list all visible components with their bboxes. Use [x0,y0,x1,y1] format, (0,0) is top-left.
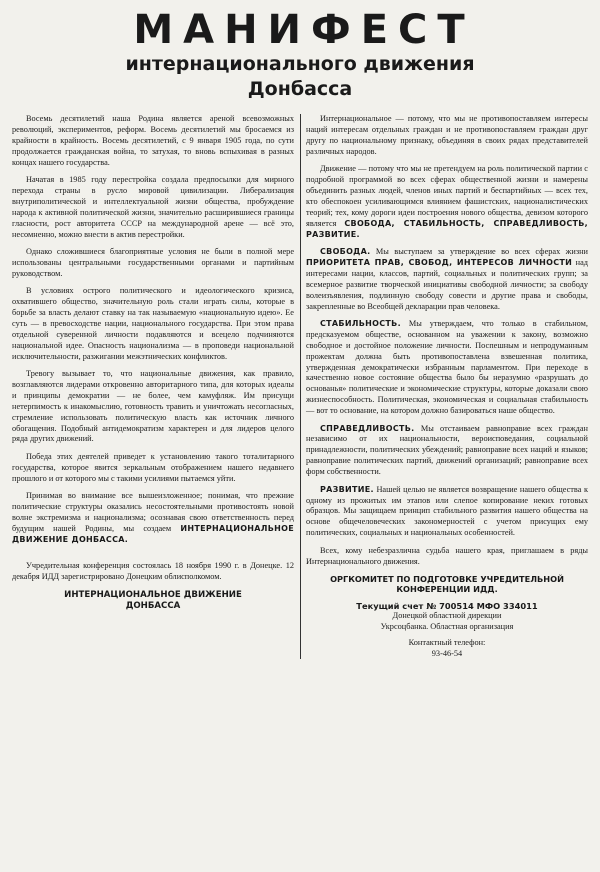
right-paragraph-justice [306,424,588,479]
freedom-text-b: над интересами нации, классов, партий, социальных и политических групп; за всемерное развитие творческой инициативы свободной личности; за свободу волеизъявления, подлинную свободу совести и другие права и свободы, закрепленные во Всеобщей декларации прав человека. [306,257,588,311]
phone-number: 93-46-54 [431,648,463,658]
signature-block [12,590,294,612]
conference-note: Учредительная конференция состоялась 18 ноября 1990 г. в Донецке. 12 декабря ИДД зарегистрировано Донецким облисполкомом. [12,560,294,581]
left-paragraph-3: Однако сложившиеся благоприятные условия не были в полной мере использованы центральными государственными органами и партийным руководством. [12,246,294,278]
contact-phone-block [306,638,588,659]
justice-heading: СПРАВЕДЛИВОСТЬ. [320,423,415,433]
right-paragraph-2-text: Движение — потому что мы не претендуем на роль политической партии с подробной программой во всех сферах общественной жизни и намерены объединить разных людей, членов иных партий и беспартийных — всех тех, кто обеспокоен усиливающимся влиянием фашистских, националистических теорий; тех, кому дороги идеи построения нового общества, девизом которого является [306,164,588,228]
text-columns [12,114,588,659]
freedom-heading: СВОБОДА. [320,246,371,256]
signature-line-2: ДОНБАССА [125,600,181,611]
freedom-text-a: Мы выступаем за утверждение во всех сферах жизни [375,246,588,256]
stability-heading: СТАБИЛЬНОСТЬ. [320,318,401,328]
phone-label: Контактный телефон: [408,638,486,648]
development-text: Нашей целью не является возвращение нашего общества к одному из прожитых им этапов или слепое копирование неких готовых образцов. Мы защищаем принцип стабильного развития нашего общества на основе общечеловеческих закономерностей с учетом присущих ему политических, социальных и национальных особенностей. [306,484,588,538]
left-footer [12,560,294,612]
justice-text: Мы отстаиваем равноправие всех граждан независимо от их национальности, вероисповедания, социальной принадлежности, политических убеждений; равноправие всех наций и языков; равноправие политических партий, движений организаций; равноправие всех форм собственности. [306,423,588,477]
bank-account-block [306,601,588,633]
account-number: Текущий счет № 700514 МФО 334011 [356,600,538,611]
development-heading: РАЗВИТИЕ. [320,484,374,494]
right-column [306,114,588,659]
signature-line-1: ИНТЕРНАЦИОНАЛЬНОЕ ДВИЖЕНИЕ [64,589,242,600]
left-paragraph-7-text: Принимая во внимание все вышеизложенное; понимая, что прежние политические структуры оказались несостоятельными противостоять новой волне экстремизма и национализма; осознавая свою ответственность перед будущим нашей Родины, мы создаем [12,491,294,533]
motto-emphasis: СВОБОДА, СТАБИЛЬНОСТЬ, СПРАВЕДЛИВОСТЬ, РАЗВИТИЕ. [306,218,588,239]
org-line-1: ОРГКОМИТЕТ ПО ПОДГОТОВКЕ УЧРЕДИТЕЛЬНОЙ [330,573,564,584]
left-paragraph-2: Начатая в 1985 году перестройка создала предпосылки для мирного перехода страны в русло мировой цивилизации. Либерализация внутриполитической и интеллектуальной жизни общества, пробуждение народа к активной политической жизни, значительно расширившиеся границы гласности, рост авторитета СССР на международной арене — всё это, несомненно, можно внести в актив перестройки. [12,175,294,239]
column-divider [300,114,301,659]
organizing-committee [306,574,588,595]
right-paragraph-1: Интернациональное — потому, что мы не противопоставляем интересы наций интересам отдельных граждан и не противопоставляем граждан друг другу по национальному признаку, объединяя в своих рядах представителей различных народов. [306,114,588,156]
left-paragraph-5: Тревогу вызывает то, что национальные движения, как правило, возглавляются лидерами откровенно авторитарного типа, для которых идеалы и принципы демократии — не более, чем камуфляж. Им присущи нетерпимость к инакомыслию, готовность травить и уничтожать несогласных, стремление использовать политическую власть как источник личного обогащения. Подобный антидемократизм характерен и для лидеров целого ряда других движений. [12,369,294,444]
right-paragraph-freedom [306,247,588,312]
right-paragraph-2 [306,164,588,240]
right-paragraph-invitation: Всех, кому небезразлична судьба нашего края, приглашаем в ряды Интернационального движения. [306,545,588,566]
right-paragraph-stability [306,319,588,417]
left-column [12,114,294,659]
left-paragraph-7 [12,491,294,546]
left-paragraph-4: В условиях острого политического и идеологического кризиса, охватившего общество, значительную роль стали играть силы, которые в борьбе за власть делают ставку на так называемую «национальную идею». Ее суть — в превосходстве нации, национального государства. При этом права отдельной суверенной личности подавляются и всецело подчиняются национальной идее. Опасность национализма — в проповеди национальной исключительности, разжигании межэтнических конфликтов. [12,286,294,361]
org-line-2: КОНФЕРЕНЦИИ ИДД. [396,584,498,595]
bank-line-3: Укрсоцбанка. Областная организация [380,621,514,631]
bank-line-2: Донецкой областной дирекции [392,611,502,621]
stability-text: Мы утверждаем, что только в стабильном, предсказуемом обществе, основанном на уважении к закону, возможно свободное и достойное положение личности. Поспешным и непродуманным прожектам должна быть противопоставлена взвешенная политика, утвержденная демократически избранным парламентом. При переходе в качественно новое состояние общества было бы неразумно «разрушать до основанья» политические и экономические структуры, которые доказали свою жизнеспособность. Политическая, экономическая и социальная стабильность — вот то основание, на котором должно базироваться наше общество. [306,318,588,416]
right-paragraph-development [306,485,588,540]
freedom-emphasis: ПРИОРИТЕТА ПРАВ, СВОБОД, ИНТЕРЕСОВ ЛИЧНОСТИ [306,257,573,267]
left-paragraph-1: Восемь десятилетий наша Родина является ареной всевозможных революций, экспериментов, реформ. Восемь десятилетий мы бросаемся из крайности в крайность. Восемь десятилетий, с 9 января 1905 года, по сути продолжается гражданская война, то затухая, то вновь вспыхивая в разных концах нашего государства. [12,114,294,167]
page-subtitle-line2: Донбасса [247,78,353,100]
movement-name-emphasis: ИНТЕРНАЦИОНАЛЬНОЕ ДВИЖЕНИЕ ДОНБАССА. [12,523,294,544]
page-title: МАНИФЕСТ [133,7,475,53]
page-subtitle-line1: интернационального движения [125,53,475,75]
left-paragraph-6: Победа этих деятелей приведет к установлению такого тоталитарного государства, которое явится зеркальным отображением нашего недавнего прошлого и от которого мы с такими усилиями пытаемся уйти. [12,451,294,483]
